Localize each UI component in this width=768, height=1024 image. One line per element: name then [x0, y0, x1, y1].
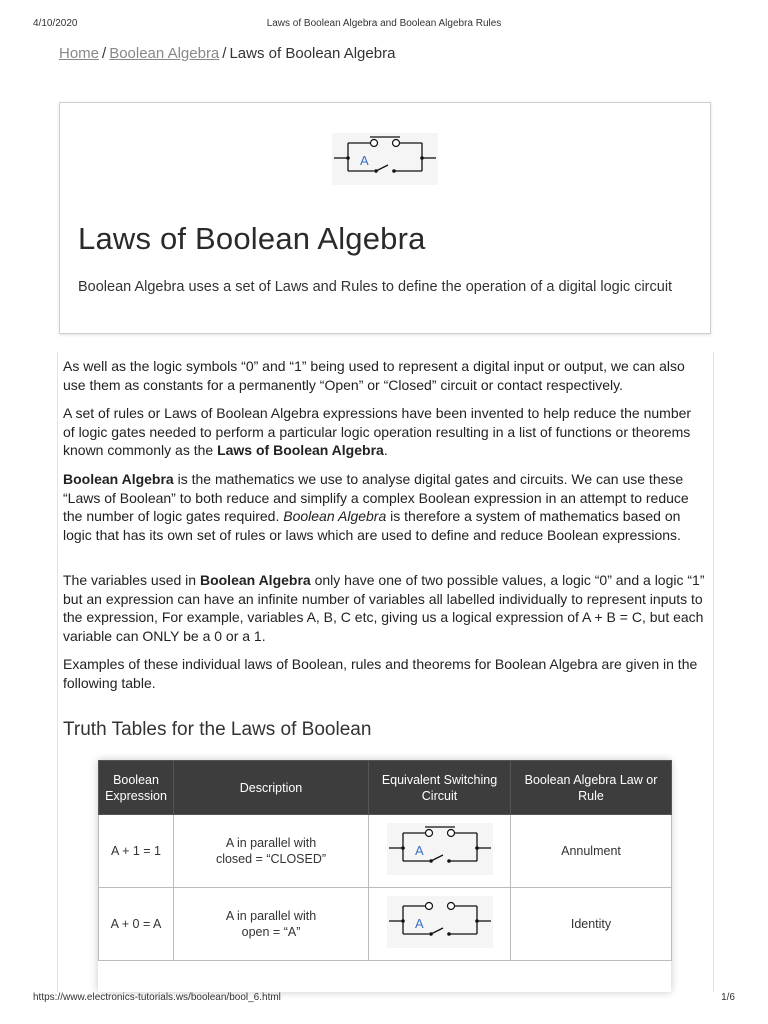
circuit-label: A — [414, 916, 424, 931]
table-row — [99, 815, 672, 888]
section-heading: Truth Tables for the Laws of Boolean — [63, 719, 372, 740]
paragraph: A set of rules or Laws of Boolean Algebra expressions have been invented to help reduce the number of logic gates needed to perform a particular logic operation resulting in a list of functions or theorems known commonly as the Laws of Boolean Algebra. — [63, 405, 692, 458]
column-header: Description — [174, 761, 369, 815]
boolean-laws-table — [98, 760, 671, 992]
law-cell: Identity — [511, 888, 672, 961]
table-header-row — [99, 761, 672, 815]
circuit-cell — [369, 888, 511, 961]
breadcrumb — [59, 45, 395, 62]
paragraph: As well as the logic symbols “0” and “1” being used to represent a digital input or output, we can also use them as constants for a permanently “Open” or “Closed” circuit or contact respectively. — [63, 358, 685, 393]
print-date: 4/10/2020 — [33, 18, 78, 29]
column-header: Equivalent Switching Circuit — [369, 761, 511, 815]
print-footer — [0, 992, 768, 1006]
column-header: Boolean Algebra Law or Rule — [511, 761, 672, 815]
description-cell: A in parallel with open = “A” — [174, 888, 369, 961]
page-title: Laws of Boolean Algebra — [78, 221, 426, 256]
breadcrumb-section-link[interactable]: Boolean Algebra — [109, 45, 220, 62]
article-body — [57, 352, 714, 992]
print-header — [0, 18, 768, 32]
paragraph: The variables used in Boolean Algebra only have one of two possible values, a logic “0” and a logic “1” but an expression can have an infinite number of variables all labelled individually to represent inputs to the expression, For example, variables A, B, C etc, giving us a logical expression of A + B = C, but each variable can ONLY be a 0 or a 1. — [63, 572, 705, 644]
law-cell: Annulment — [511, 815, 672, 888]
breadcrumb-home-link[interactable]: Home — [59, 45, 100, 62]
print-document-title: Laws of Boolean Algebra and Boolean Algebra Rules — [266, 18, 502, 29]
switching-circuit-diagram — [387, 823, 493, 875]
circuit-cell — [369, 815, 511, 888]
hero-banner — [59, 102, 711, 334]
circuit-label: A — [360, 153, 369, 168]
page-subtitle: Boolean Algebra uses a set of Laws and Rules to define the operation of a digital logic circuit — [78, 279, 673, 295]
expression-cell: A + 0 = A — [99, 888, 174, 961]
description-cell: A in parallel with closed = “CLOSED” — [174, 815, 369, 888]
breadcrumb-separator: / — [222, 45, 227, 62]
switching-circuit-diagram — [387, 896, 493, 948]
switching-circuit-diagram — [332, 133, 438, 185]
paragraph: Examples of these individual laws of Boolean, rules and theorems for Boolean Algebra are given in the following table. — [63, 656, 698, 691]
paragraph: Boolean Algebra is the mathematics we use to analyse digital gates and circuits. We can use these “Laws of Boolean” to both reduce and simplify a complex Boolean expression in an attempt to reduce the number of logic gates required. Boolean Algebra is therefore a system of mathematics based on logic that has its own set of rules or laws which are used to define and reduce Boolean expressions. — [63, 471, 689, 543]
breadcrumb-current: Laws of Boolean Algebra — [229, 45, 396, 62]
table-row — [99, 888, 672, 961]
circuit-label: A — [414, 843, 424, 858]
expression-cell: A + 1 = 1 — [99, 815, 174, 888]
page-number: 1/6 — [721, 992, 735, 1003]
print-url: https://www.electronics-tutorials.ws/boolean/bool_6.html — [33, 992, 281, 1003]
breadcrumb-separator: / — [102, 45, 107, 62]
column-header: Boolean Expression — [99, 761, 174, 815]
